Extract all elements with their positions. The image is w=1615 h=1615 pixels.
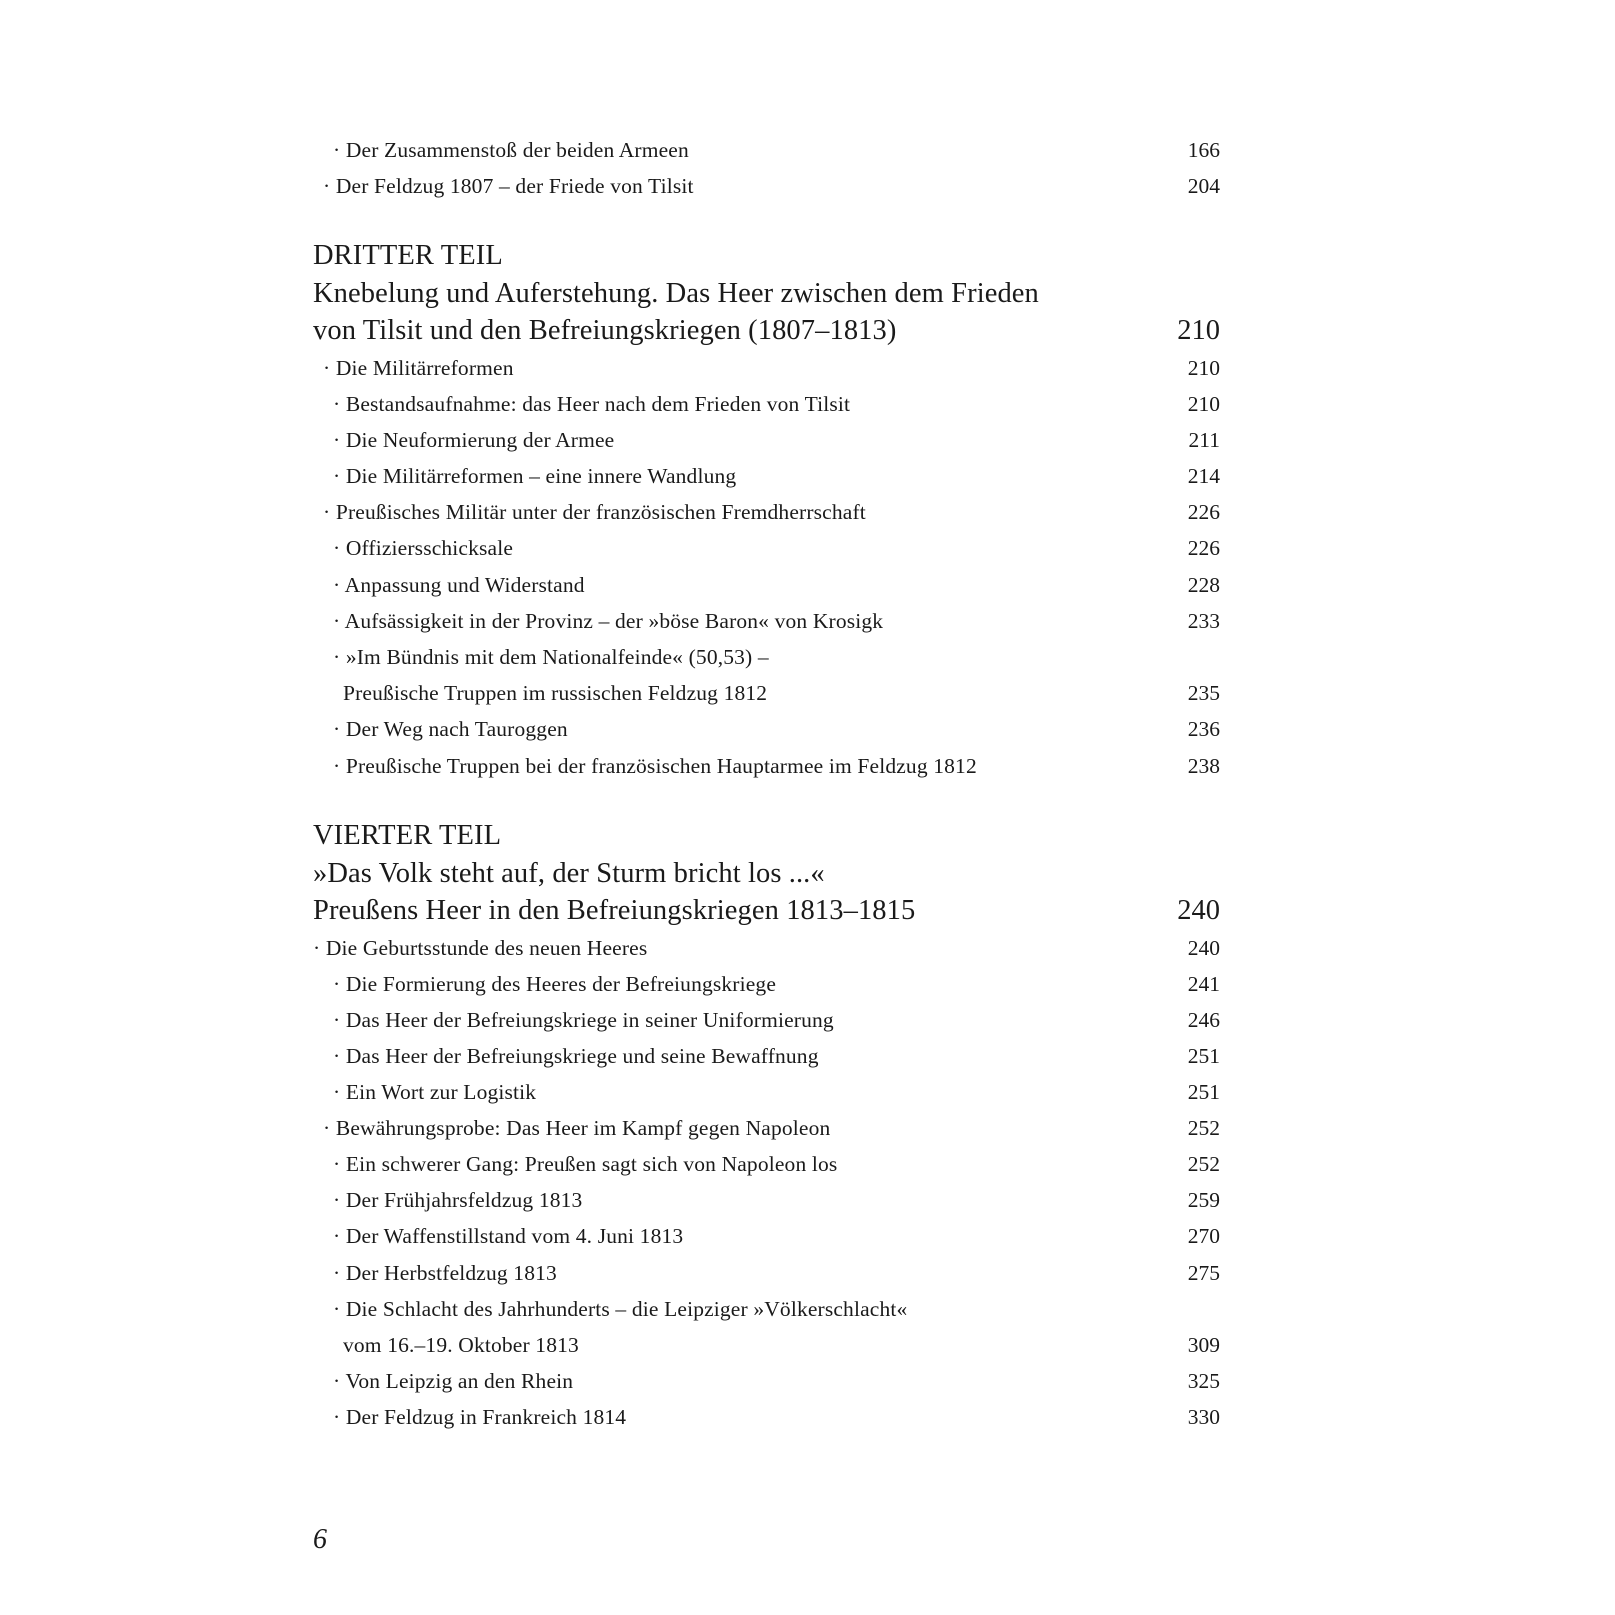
toc-entry: [313, 386, 1220, 422]
toc-page-number: 236: [1187, 717, 1220, 741]
toc-entry: [313, 1218, 1220, 1254]
toc-entry: [313, 530, 1220, 566]
part-heading-text: von Tilsit und den Befreiungskriegen (1807–1813): [313, 315, 897, 346]
toc-entry-title: · Die Formierung des Heeres der Befreiungskriege: [333, 972, 777, 996]
toc-page-number: 210: [1187, 392, 1220, 416]
toc-entry: [313, 639, 1220, 675]
toc-page-number: 204: [1187, 174, 1220, 198]
toc-page-number: 252: [1187, 1152, 1220, 1176]
toc-page-number: 235: [1187, 681, 1220, 705]
part-title: [313, 892, 1220, 930]
toc-entry: [313, 1038, 1220, 1074]
toc-page-number: 240: [1187, 936, 1220, 960]
part-label: [313, 817, 1220, 855]
toc-entry-title: · Der Feldzug in Frankreich 1814: [333, 1405, 627, 1429]
toc-entry-title: · Der Herbstfeldzug 1813: [333, 1261, 557, 1285]
part-title: [313, 312, 1220, 350]
toc-page-number: 246: [1187, 1008, 1220, 1032]
toc-page-number: 275: [1187, 1261, 1220, 1285]
toc-entry: [313, 1110, 1220, 1146]
toc-page-number: 309: [1187, 1333, 1220, 1357]
toc-entry: [313, 1074, 1220, 1110]
toc-entry: [313, 966, 1220, 1002]
toc-entry-title: · Der Frühjahrsfeldzug 1813: [333, 1188, 583, 1212]
part-heading-text: VIERTER TEIL: [313, 820, 502, 851]
toc-entry: [313, 1255, 1220, 1291]
toc-entry-title: · »Im Bündnis mit dem Nationalfeinde« (50,53) –: [333, 645, 769, 669]
toc-entry: [313, 494, 1220, 530]
toc-entry-title: · Preußische Truppen bei der französischen Hauptarmee im Feldzug 1812: [333, 754, 977, 778]
toc-entry-title: · Ein schwerer Gang: Preußen sagt sich von Napoleon los: [333, 1152, 838, 1176]
toc-entry-title: · Die Geburtsstunde des neuen Heeres: [313, 936, 648, 960]
part-heading-text: Knebelung und Auferstehung. Das Heer zwischen dem Frieden: [313, 278, 1039, 309]
toc-page-number: 241: [1187, 972, 1220, 996]
toc-entry-title: · Von Leipzig an den Rhein: [333, 1369, 574, 1393]
toc-page-number: 214: [1187, 464, 1220, 488]
toc-entry: [313, 1327, 1220, 1363]
toc-entry-title: · Aufsässigkeit in der Provinz – der »böse Baron« von Krosigk: [333, 609, 884, 633]
toc-entry-title: vom 16.–19. Oktober 1813: [343, 1333, 579, 1357]
toc-entry-title: · Das Heer der Befreiungskriege in seiner Uniformierung: [333, 1008, 834, 1032]
toc-entry: [313, 567, 1220, 603]
toc-entry-title: · Die Militärreformen: [323, 356, 514, 380]
toc-entry: [313, 748, 1220, 784]
toc-entry-title: Preußische Truppen im russischen Feldzug 1812: [343, 681, 768, 705]
toc-entry: [313, 1182, 1220, 1218]
toc-page-number: 252: [1187, 1116, 1220, 1140]
toc-page-number: 226: [1187, 500, 1220, 524]
toc-entry: [313, 675, 1220, 711]
toc-entry-title: · Der Zusammenstoß der beiden Armeen: [333, 138, 689, 162]
toc-entry-title: · Bestandsaufnahme: das Heer nach dem Frieden von Tilsit: [333, 392, 851, 416]
toc-page-number: 251: [1187, 1044, 1220, 1068]
toc-entry: [313, 132, 1220, 168]
toc-entry: [313, 1002, 1220, 1038]
toc-page-number: 210: [1177, 315, 1220, 346]
toc-entry: [313, 1399, 1220, 1435]
toc-page-number: 240: [1177, 895, 1220, 926]
toc-page-number: 210: [1187, 356, 1220, 380]
toc-entry: [313, 1146, 1220, 1182]
toc-entry: [313, 1363, 1220, 1399]
toc-entry-title: · Preußisches Militär unter der französischen Fremdherrschaft: [323, 500, 866, 524]
toc-entry-title: · Ein Wort zur Logistik: [333, 1080, 537, 1104]
part-heading-text: DRITTER TEIL: [313, 240, 503, 271]
toc-entry: [313, 350, 1220, 386]
toc-entry-title: · Anpassung und Widerstand: [333, 573, 585, 597]
toc-entry-title: · Bewährungsprobe: Das Heer im Kampf gegen Napoleon: [323, 1116, 831, 1140]
toc-entry-title: · Der Waffenstillstand vom 4. Juni 1813: [333, 1224, 684, 1248]
toc-entry-title: · Der Feldzug 1807 – der Friede von Tilsit: [323, 174, 694, 198]
toc-entry: [313, 930, 1220, 966]
part-label: [313, 237, 1220, 275]
page-number: 6: [313, 1524, 327, 1555]
toc-page-number: 211: [1188, 428, 1220, 452]
toc-entry: [313, 603, 1220, 639]
toc-entry: [313, 168, 1220, 204]
part-title: [313, 855, 1220, 893]
toc-entry-title: · Das Heer der Befreiungskriege und seine Bewaffnung: [333, 1044, 819, 1068]
toc-page-number: 166: [1187, 138, 1220, 162]
toc-entry-title: · Die Neuformierung der Armee: [333, 428, 615, 452]
toc-page-number: 251: [1187, 1080, 1220, 1104]
toc-page-number: 226: [1187, 536, 1220, 560]
toc-entry-title: · Die Militärreformen – eine innere Wandlung: [333, 464, 737, 488]
toc-page-number: 238: [1187, 754, 1220, 778]
part-heading-text: Preußens Heer in den Befreiungskriegen 1813–1815: [313, 895, 916, 926]
part-heading-text: »Das Volk steht auf, der Sturm bricht los ...«: [313, 858, 825, 889]
toc-page-number: 228: [1187, 573, 1220, 597]
toc-page-number: 233: [1187, 609, 1220, 633]
toc-entry-title: · Offiziersschicksale: [333, 536, 514, 560]
toc-page-number: 330: [1187, 1405, 1220, 1429]
toc-entry: [313, 458, 1220, 494]
toc-entry: [313, 1291, 1220, 1327]
toc-entry: [313, 711, 1220, 747]
toc-entry: [313, 422, 1220, 458]
part-title: [313, 275, 1220, 313]
toc-page-number: 270: [1187, 1224, 1220, 1248]
toc-entry-title: · Die Schlacht des Jahrhunderts – die Leipziger »Völkerschlacht«: [333, 1297, 908, 1321]
toc-page-number: 325: [1187, 1369, 1220, 1393]
toc-page-number: 259: [1187, 1188, 1220, 1212]
toc-entry-title: · Der Weg nach Tauroggen: [333, 717, 568, 741]
